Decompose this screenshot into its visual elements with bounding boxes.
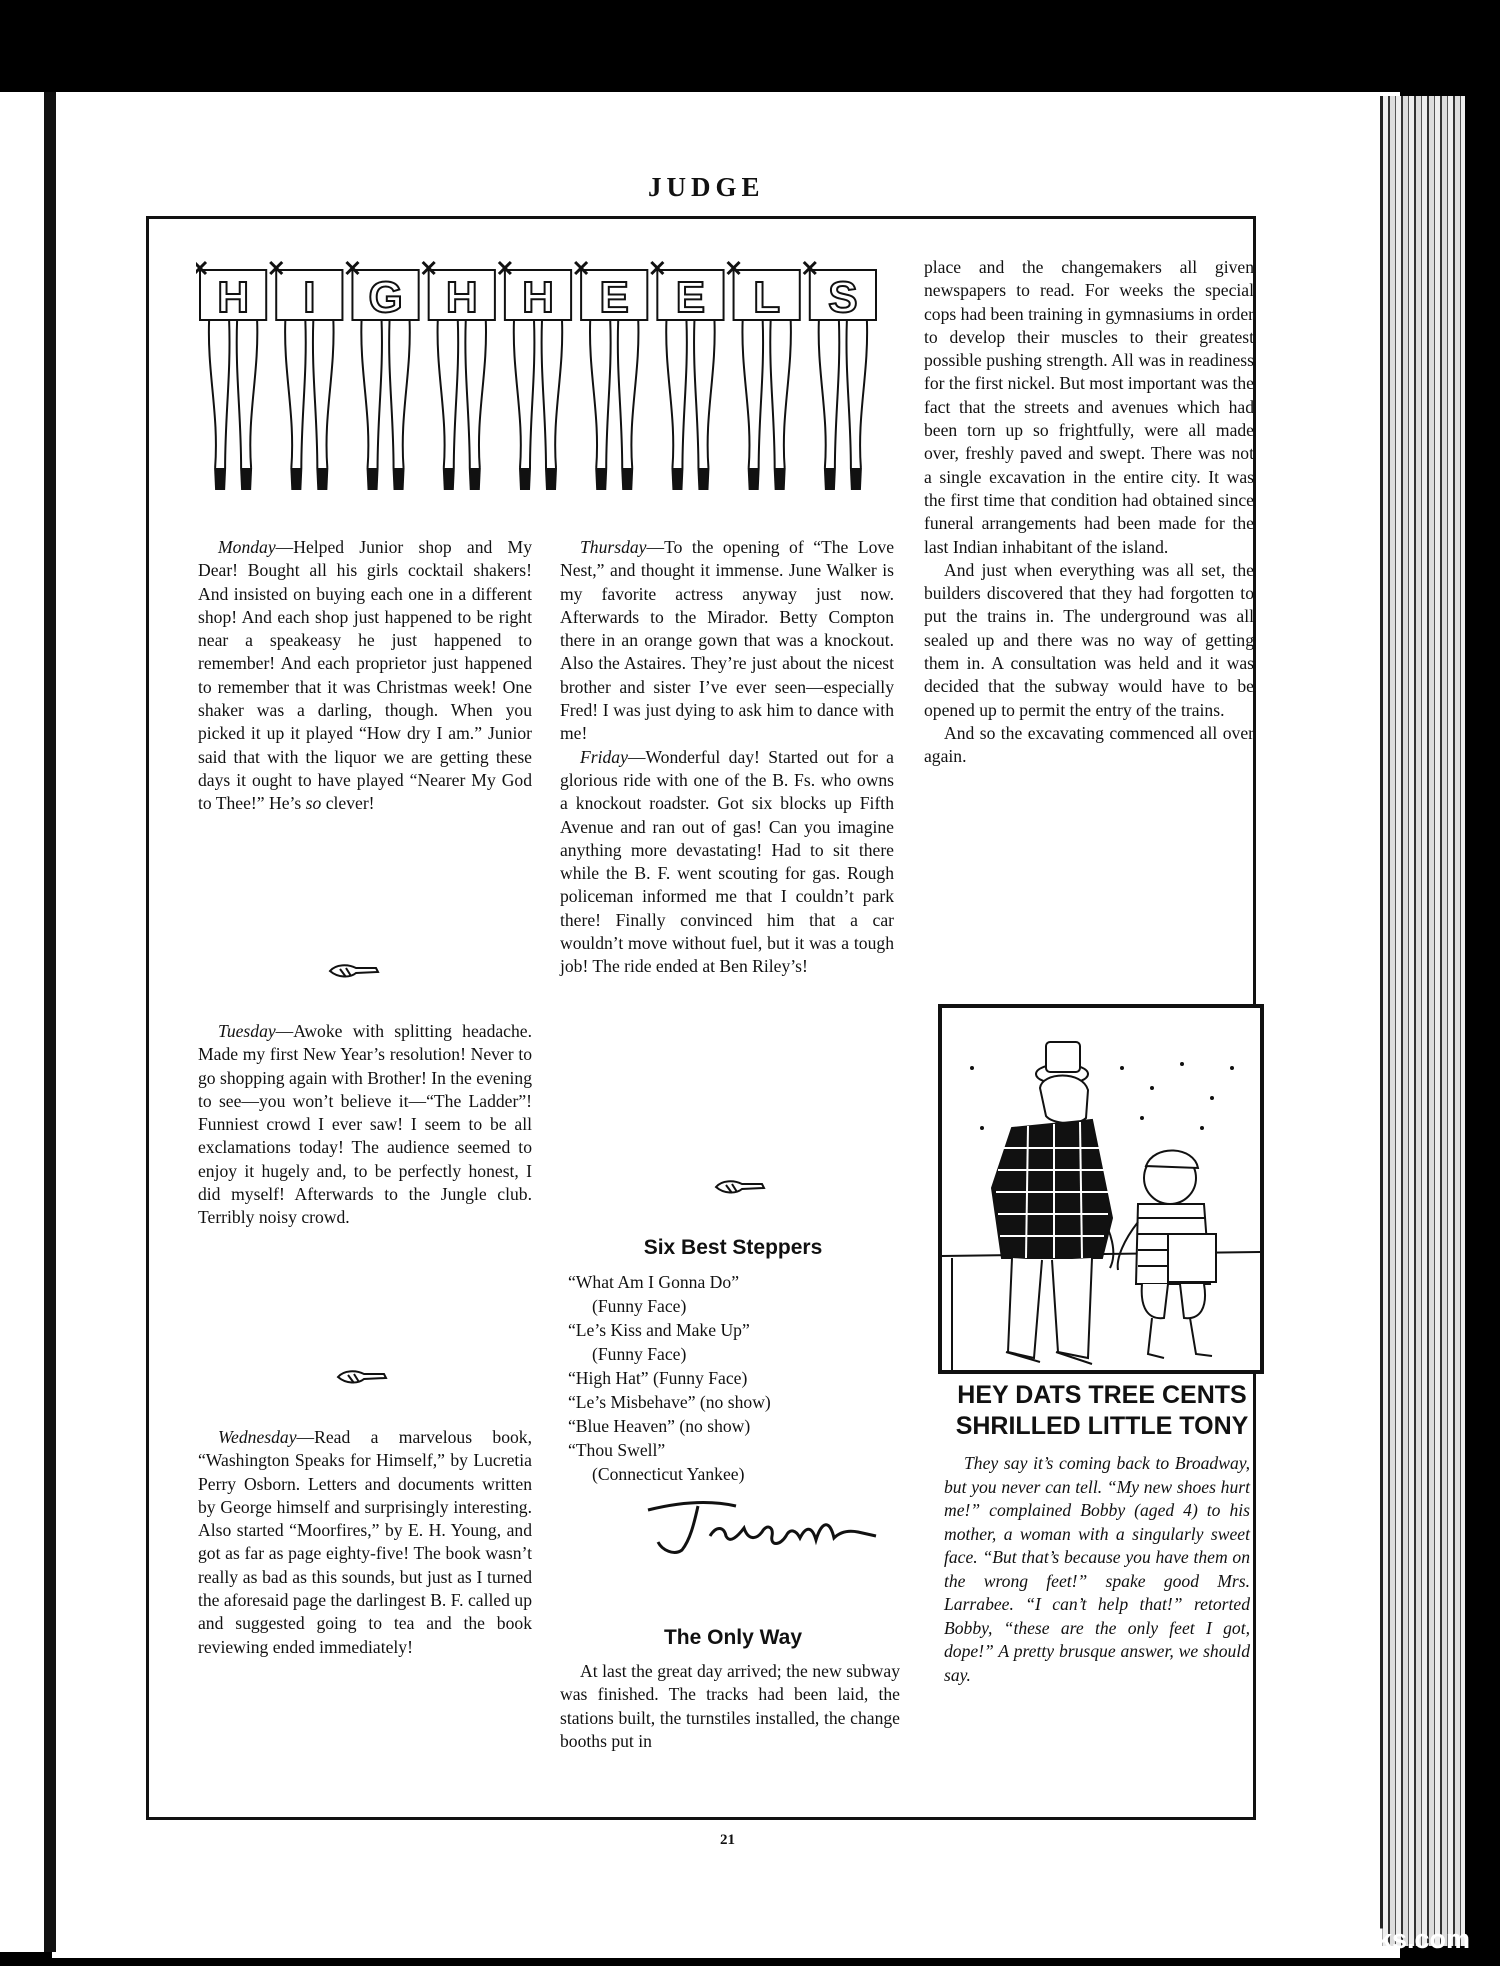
stepper-item: “Le’s Kiss and Make Up” [568,1320,750,1340]
stepper-item: (Funny Face) [592,1296,687,1316]
banner-placard [423,262,495,490]
cartoon-drawing [942,1008,1260,1370]
entry-emphasis: so [305,793,322,814]
running-head: JUDGE [648,172,765,202]
entry-text: —Wonderful day! Started out for a glorious ride with one of the B. Fs. who owns a knockout roadster. Got six blocks up Fifth Avenue and ran out of gas! Can you imagine anything more devastating! Had to sit there while the B. F. went scouting for gas. Rough policeman informed me that I couldn’t park there! Finally convinced him that a car wouldn’t move without fuel, but it was a tough job! The ride ended at Ben Riley’s! [560,746,894,977]
banner-placard [575,262,647,490]
stepper-item: “What Am I Gonna Do” [568,1272,739,1292]
signature [640,1496,890,1560]
entry-text: —To the opening of “The Love Nest,” and thought it immense. June Walker is my favorite actress anyway just now. Afterwards to the Mirador. Betty Compton there in an orange gown that was a knockout. Also the Astaires. They’re just about the nicest brother and sister I’ve ever seen—especially Fred! I was just dying to ask him to dance with me! [560,537,894,744]
banner-letter: E [599,273,629,322]
pointing-hand-icon [712,1174,768,1200]
only-way-paragraph: At last the great day arrived; the new subway was finished. The tracks had been laid, the stations built, the turnstiles installed, the change booths put in [560,1661,900,1751]
caption-line-2: SHRILLED LITTLE TONY [955,1412,1249,1440]
column-1c [198,1426,532,1659]
column-1b [198,1020,532,1230]
banner-letter: H [522,273,554,322]
joke-text: They say it’s coming back to Broadway, but you never can tell. “My new shoes hurt me!” complained Bobby (aged 4) to his mother, a woman with a singularly sweet face. “But that’s because you have them on the wrong feet!” spake good Mrs. Larrabee. “I can’t help that!” retorted Bobby, “these are the only feet I got, dope!” A pretty brusque answer, we should say. [944,1453,1250,1685]
banner-placard [196,262,266,490]
pointing-hand-icon [334,1364,390,1390]
day-label: Monday [218,537,276,557]
monday-entry [198,536,532,816]
entry-text: —Helped Junior shop and My Dear! Bought all his girls cocktail shakers! And insisted on buying each one in a different shop! And each shop just happened to be right near a speakeasy he just happened to remember! And each proprietor just happened to remember that it was Christmas week! One shaker was a darling, though. When you picked it up it played “How dry I am.” Junior said that with the liquor we are getting these days it ought to have played “Nearer My God to Thee!” He’s [198,537,532,814]
banner-letter: L [753,273,781,322]
only-way-start [560,1660,900,1753]
pointing-hand-icon [326,958,382,984]
day-label: Tuesday [218,1021,276,1041]
thursday-entry [560,536,894,746]
column-2 [560,536,894,979]
tony-cartoon [938,1004,1264,1374]
stepper-item: “High Hat” (Funny Face) [568,1368,748,1388]
entry-text: —Awoke with splitting headache. Made my first New Year’s resolution! Never to go shopping again with Brother! In the evening to see—you won’t believe it—“The Ladder”! Funniest crowd I ever saw! I seem to be all exclamations today! The audience seemed to enjoy it hugely and, to be perfectly honest, I did myself! Afterwards to the Jungle club. Terribly noisy crowd. [198,1021,532,1228]
only-way-title: The Only Way [663,1626,803,1649]
day-label: Wednesday [218,1427,297,1447]
column-3 [924,256,1254,769]
stepper-item: (Funny Face) [592,1344,687,1364]
steppers-title: Six Best Steppers [643,1236,823,1259]
banner-letter: I [303,273,316,322]
banner-placard [651,262,723,490]
page-gutter [44,92,56,1952]
banner-letter: H [217,273,250,322]
banner-placard [270,262,342,490]
banner-placard [499,262,571,490]
page-number: 21 [720,1832,735,1848]
joke-column [944,1452,1250,1687]
only-way-paragraph-3: And so the excavating commenced all over again. [924,722,1254,767]
only-way-paragraph-2: And just when everything was all set, the builders discovered that they had forgotten to put the trains in. The underground was all sealed up and there was no way of getting them in. A consultation was held and it was decided that the subway would have to be opened up to permit the entry of the trains. [924,559,1254,720]
banner-letter: S [828,273,858,322]
cartoon-caption [934,1380,1270,1442]
wednesday-entry [198,1426,532,1659]
stepper-item: “Blue Heaven” (no show) [568,1416,751,1436]
day-label: Thursday [580,537,647,557]
column-1 [198,536,532,816]
page-stack-edge [1380,96,1465,1946]
banner-placard [804,262,876,490]
steppers-list [568,1270,908,1486]
entry-text: —Read a marvelous book, “Washington Speaks for Himself,” by Lucretia Perry Osborn. Letters and documents written by George himself and surprisingly interesting. Also started “Moorfires,” by E. H. Young, and got as far as page eighty-five! The book wasn’t really as bad as this sounds, but just as I turned the aforesaid page the darlingest B. F. called up and suggested going to tea and the book reviewing ended immediately! [198,1427,532,1657]
banner-letter: E [675,273,706,322]
day-label: Friday [580,746,628,767]
high-heels-banner [196,254,882,502]
entry-tail: clever! [321,793,375,814]
friday-entry [560,746,894,979]
only-way-continued: place and the changemakers all given newspapers to read. For weeks the special cops had been training in gymnasiums in order to develop their muscles to their greatest possible pushing strength. All was in readiness for the first nickel. But most important was the fact that the streets and avenues which had been torn up so frightfully, were all made over, freshly paved and swept. There was not a single excavation in the entire city. It was the first time that condition had obtained since funeral arrangements had been made for the last Indian inhabitant of the island. [924,257,1254,557]
signature-scrawl [640,1496,890,1560]
banner-placard [346,262,418,490]
watermark: comicbooks.com [1249,1924,1470,1954]
stepper-item: (Connecticut Yankee) [592,1464,745,1484]
tuesday-entry [198,1020,532,1230]
banner-letter: H [445,273,478,322]
stepper-item: “Le’s Misbehave” (no show) [568,1392,771,1412]
banner-placard [728,262,800,490]
stepper-item: “Thou Swell” [568,1440,666,1460]
caption-line-1: HEY DATS TREE CENTS [957,1381,1247,1409]
banner-letter: G [368,273,403,322]
